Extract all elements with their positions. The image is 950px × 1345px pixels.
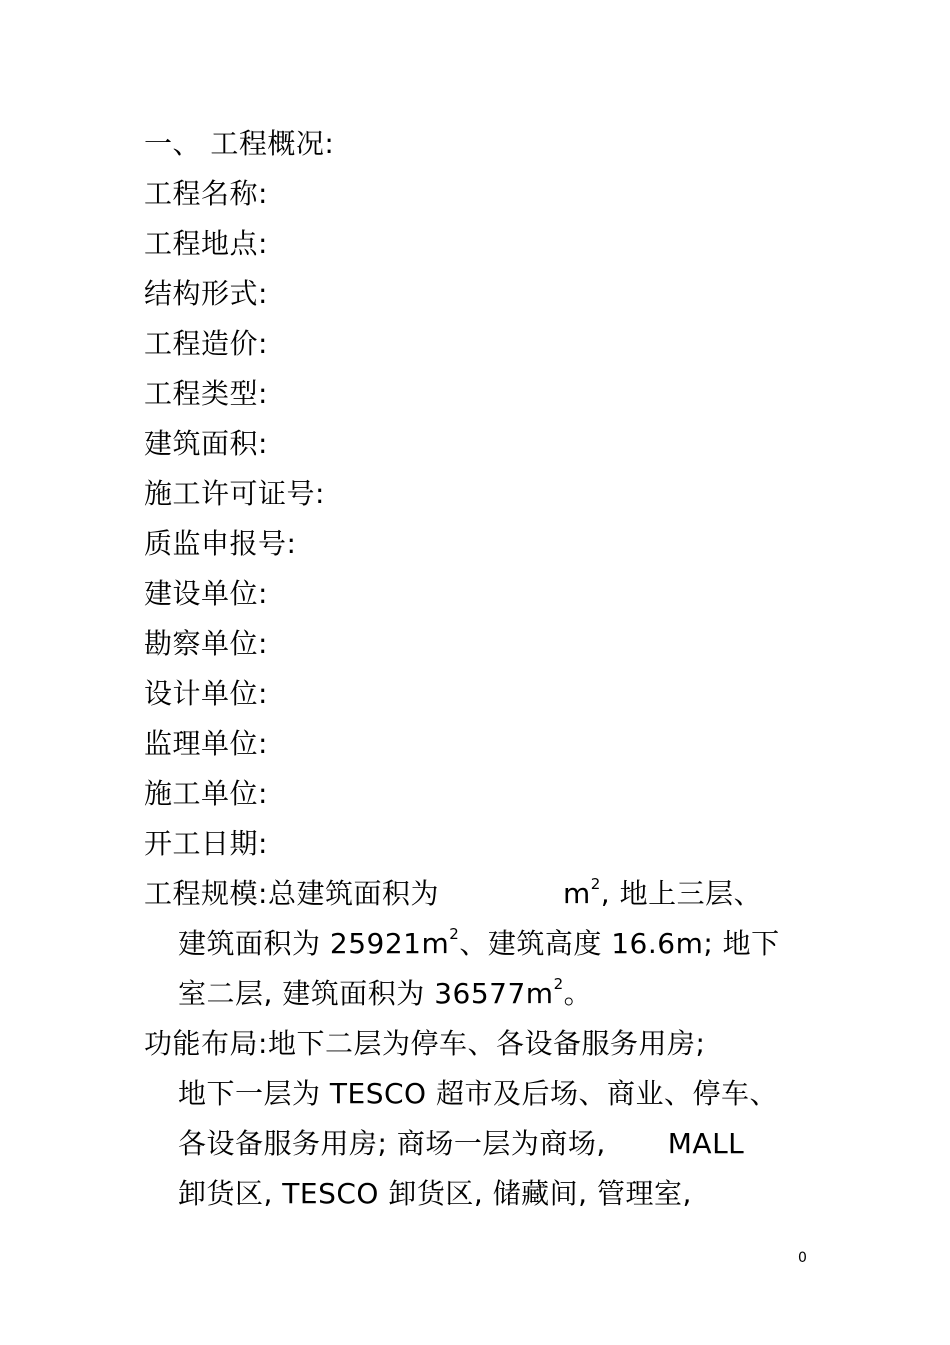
function-line-1-text: 地下二层为停车、各设备服务用房; [267, 1027, 706, 1060]
section-heading: 一、 工程概况: [144, 127, 335, 160]
field-start-date: 开工日期: [144, 827, 268, 860]
field-quality-number: 质监申报号: [144, 527, 297, 560]
scale-unit-sup: 2 [590, 875, 601, 893]
scale-unit: m [562, 877, 591, 910]
scale-height: 16.6m [611, 927, 704, 960]
scale-area-below-sup: 2 [553, 975, 564, 993]
field-structure-type: 结构形式: [144, 277, 268, 310]
function-line-3-text: 各设备服务用房; 商场一层为商场, [178, 1127, 606, 1160]
function-label: 功能布局: [144, 1027, 268, 1060]
scale-total-text: 总建筑面积为 [267, 877, 439, 910]
function-line-1 [144, 1026, 705, 1062]
function-line-3 [178, 1126, 744, 1162]
scale-line-2-tail: ; 地下 [703, 927, 780, 960]
field-project-location: 工程地点: [144, 227, 268, 260]
field-construction-unit: 施工单位: [144, 777, 268, 810]
field-permit-number: 施工许可证号: [144, 477, 325, 510]
scale-area-above-sup: 2 [449, 925, 460, 943]
function-mall-label: MALL [667, 1127, 745, 1160]
page-number: 0 [798, 1250, 807, 1266]
scale-line-1-tail: , 地上三层、 [600, 877, 763, 910]
field-project-type: 工程类型: [144, 377, 268, 410]
field-design-unit: 设计单位: [144, 677, 268, 710]
scale-line-2-text: 建筑面积为 [178, 927, 330, 960]
field-survey-unit: 勘察单位: [144, 627, 268, 660]
scale-label: 工程规模: [144, 877, 268, 910]
function-line-2: 地下一层为 TESCO 超市及后场、商业、停车、 [178, 1077, 778, 1110]
function-line-4: 卸货区, TESCO 卸货区, 储藏间, 管理室, [178, 1177, 692, 1210]
field-supervision-unit: 监理单位: [144, 727, 268, 760]
field-owner-unit: 建设单位: [144, 577, 268, 610]
scale-line-3-tail: 。 [563, 977, 593, 1010]
scale-area-above: 25921m [329, 927, 450, 960]
field-project-cost: 工程造价: [144, 327, 268, 360]
scale-line-3 [178, 976, 592, 1012]
scale-area-below: 36577m [434, 977, 554, 1010]
scale-line-2 [178, 926, 780, 962]
field-project-name: 工程名称: [144, 177, 268, 210]
scale-line-1 [144, 876, 762, 912]
scale-line-2-mid: 、建筑高度 [459, 927, 612, 960]
field-building-area: 建筑面积: [144, 427, 268, 460]
scale-line-3-text: 室二层, 建筑面积为 [178, 977, 435, 1010]
